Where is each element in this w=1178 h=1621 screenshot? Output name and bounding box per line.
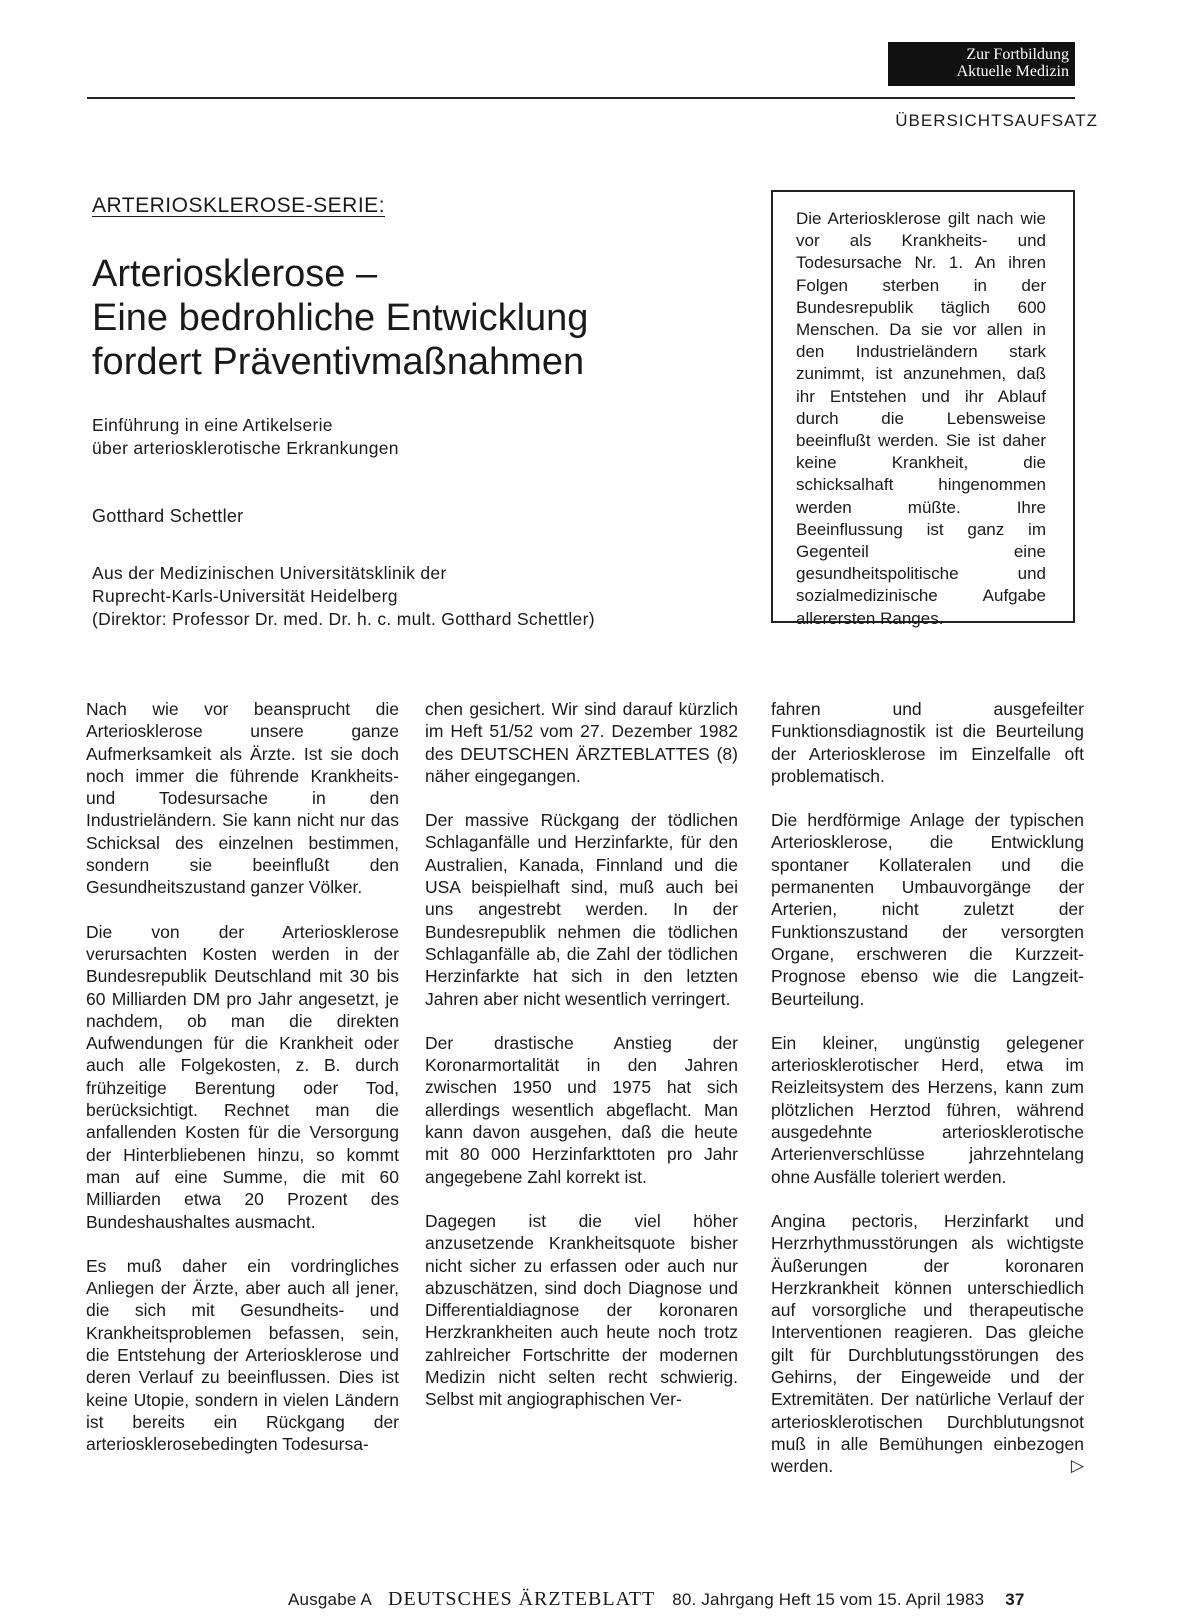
section-badge	[888, 42, 1075, 86]
paragraph: Die von der Arteriosklerose verursachten Kosten werden in der Bundesrepublik Deutschland mit 30 bis 60 Milliarden DM pro Jahr angesetzt, je nachdem, ob man die direkten Aufwendungen für die Krankheit oder auch alle Folgekosten, z. B. durch frühzeitige Berentung oder Tod, berücksichtigt. Rechnet man die anfallenden Kosten für die Versorgung der Hinterbliebenen hinzu, so kommt man auf eine Summe, die mit 60 Milliarden etwa 20 Prozent des Bundeshaushaltes ausmacht.	[86, 921, 399, 1232]
continue-arrow-icon: ▷	[1070, 1456, 1084, 1476]
paragraph: Die herdförmige Anlage der typischen Arteriosklerose, die Entwicklung spontaner Kollateralen und die permanenten Umbauvorgänge der Arterien, nicht zuletzt der Funktionszustand der versorgten Organe, erschweren die Kurzzeit-Prognose ebenso wie die Langzeit-Beurteilung.	[771, 810, 1084, 1009]
body-column-3	[771, 698, 1084, 1500]
paragraph: Es muß daher ein vordringliches Anliegen der Ärzte, aber auch all jener, die sich mit Gesundheits- und Krankheitsproblemen befassen, sein, die Entstehung der Arteriosklerose und deren Verlauf zu beeinflussen. Dies ist keine Utopie, sondern in vielen Ländern ist bereits ein Rückgang der arteriosklerosebedingten Todesursa-	[86, 1255, 399, 1455]
paragraph-text: Angina pectoris, Herzinfarkt und Herzrhythmusstörungen als wichtigste Äußerungen der koronaren Herzkrankheit können unterschiedlich auf vorsorgliche und therapeutische Interventionen reagieren. Das gleiche gilt für Durchblutungsstörungen des Gehirns, der Eingeweide und der Extremitäten. Der natürliche Verlauf der arteriosklerotischen Durchblutungsnot muß in alle Bemühungen einbezogen werden.	[771, 1210, 1084, 1477]
badge-line-1: Zur Fortbildung	[966, 46, 1069, 63]
series-label: ARTERIOSKLEROSE-SERIE:	[92, 194, 386, 217]
affiliation-line: (Direktor: Professor Dr. med. Dr. h. c. mult. Gotthard Schettler)	[92, 609, 595, 629]
section-label: ÜBERSICHTSAUFSATZ	[895, 111, 1098, 130]
paragraph: Dagegen ist die viel höher anzusetzende Krankheitsquote bisher nicht sicher zu erfassen oder auch nur abzuschätzen, sind doch Diagnose und Differentialdiagnose der koronaren Herzkrankheiten auch heute noch trotz zahlreicher Fortschritte der modernen Medizin nicht selten recht schwierig. Selbst mit angiographischen Ver-	[425, 1210, 738, 1410]
page-number: 37	[1005, 1590, 1025, 1609]
body-column-2	[425, 698, 738, 1433]
title-line: Eine bedrohliche Entwicklung	[92, 297, 589, 339]
paragraph: Der drastische Anstieg der Koronarmortalität in den Jahren zwischen 1950 und 1975 hat sich allerdings wesentlich abgeflacht. Man kann davon ausgehen, daß die heute mit 80 000 Herzinfarkttoten pro Jahr angegebene Zahl korrekt ist.	[425, 1032, 738, 1187]
article-subtitle	[92, 414, 399, 460]
abstract-box	[771, 190, 1075, 628]
paragraph: chen gesichert. Wir sind darauf kürzlich im Heft 51/52 vom 27. Dezember 1982 des DEUTSCHEN ÄRZTEBLATTES (8) näher eingegangen.	[425, 699, 738, 786]
title-line: fordert Präventivmaßnahmen	[92, 341, 585, 383]
paragraph: fahren und ausgefeilter Funktionsdiagnostik ist die Beurteilung der Arteriosklerose im Einzelfalle oft problematisch.	[771, 699, 1084, 786]
footer-masthead: DEUTSCHES ÄRZTEBLATT	[388, 1588, 656, 1610]
affiliation	[92, 562, 595, 631]
body-column-1	[86, 698, 399, 1478]
badge-line-2: Aktuelle Medizin	[956, 63, 1069, 80]
footer-issue: 80. Jahrgang Heft 15 vom 15. April 1983	[672, 1590, 985, 1609]
subtitle-line: über arteriosklerotische Erkrankungen	[92, 438, 399, 458]
title-line: Arteriosklerose –	[92, 253, 378, 295]
subtitle-line: Einführung in eine Artikelserie	[92, 415, 333, 435]
affiliation-line: Ruprecht-Karls-Universität Heidelberg	[92, 586, 398, 606]
author-name: Gotthard Schettler	[92, 506, 244, 526]
footer-edition: Ausgabe A	[288, 1590, 372, 1609]
abstract-text: Die Arteriosklerose gilt nach wie vor als Krankheits- und Todesursache Nr. 1. An ihren Folgen sterben in der Bundesrepublik täglich 600 Menschen. Da sie vor allen in den Industrieländern stark zunimmt, ist anzunehmen, daß ihr Entstehen und ihr Ablauf durch die Lebensweise beeinflußt werden. Sie ist daher keine Krankheit, die schicksalhaft hingenommen werden müßte. Ihre Beeinflussung ist ganz im Gegenteil eine gesundheitspolitische und sozialmedizinische Aufgabe allerersten Ranges.	[796, 209, 1046, 628]
header-rule	[87, 97, 1075, 99]
paragraph: Der massive Rückgang der tödlichen Schlaganfälle und Herzinfarkte, für den Australien, Kanada, Finnland und die USA beispielhaft sind, muß auch bei uns angestrebt werden. In der Bundesrepublik nehmen die tödlichen Schlaganfälle ab, die Zahl der tödlichen Herzinfarkte hat sich in den letzten Jahren aber nicht wesentlich verringert.	[425, 810, 738, 1009]
affiliation-line: Aus der Medizinischen Universitätsklinik der	[92, 563, 447, 583]
paragraph: Nach wie vor beansprucht die Arteriosklerose unsere ganze Aufmerksamkeit als Ärzte. Ist sie doch noch immer die führende Krankheits- und Todesursache in den Industrieländern. Sie kann nicht nur das Schicksal des einzelnen bestimmen, sondern sie beeinflußt den Gesundheitszustand ganzer Völker.	[86, 699, 399, 898]
paragraph	[771, 1210, 1084, 1478]
page-footer	[288, 1588, 1025, 1611]
paragraph: Ein kleiner, ungünstig gelegener arteriosklerotischer Herd, etwa im Reizleitsystem des Herzens, kann zum plötzlichen Herztod führen, während ausgedehnte arteriosklerotische Arterienverschlüsse jahrzehntelang ohne Ausfälle toleriert werden.	[771, 1032, 1084, 1187]
article-title	[92, 252, 588, 384]
